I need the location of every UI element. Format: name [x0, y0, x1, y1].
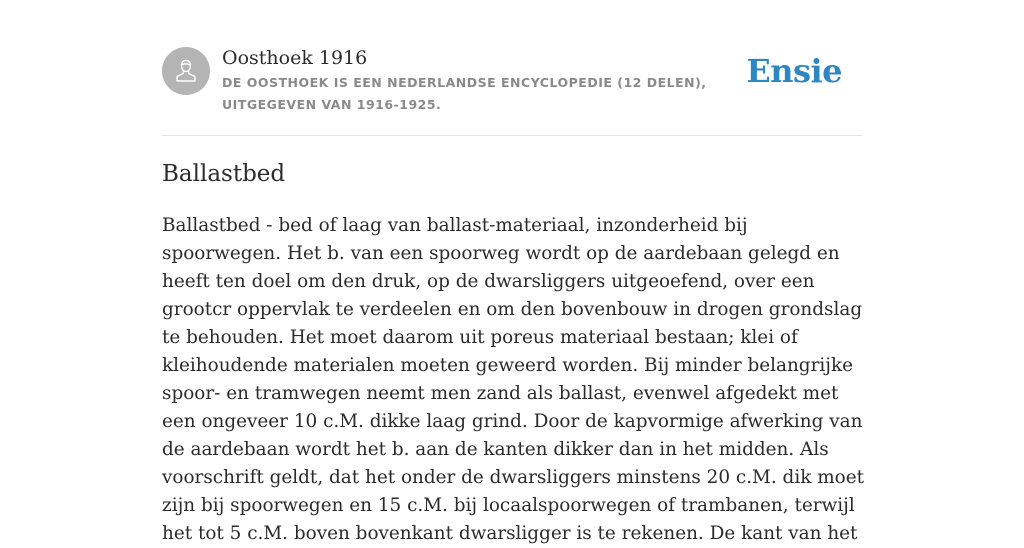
- source-header: [162, 44, 862, 118]
- entry-title: Ballastbed: [162, 161, 286, 187]
- entry-body: Ballastbed - bed of laag van ballast-materiaal, inzonderheid bij spoorwegen. Het b. van een spoorweg wordt op de aardebaan gelegd en heeft ten doel om den druk, op de dwarsliggers uitgeoefend, over een grootcr oppervlak te verdeelen en om den bovenbouw in drogen grondslag te behouden. Het moet daarom uit poreus materiaal bestaan; klei of kleihoudende materialen moeten geweerd worden. Bij minder belangrijke spoor- en tramwegen neemt men zand als ballast, evenwel afgedekt met een ongeveer 10 c.M. dikke laag grind. Door de kapvormige afwerking van de aardebaan wordt het b. aan de kanten dikker dan in het midden. Als voorschrift geldt, dat het onder de dwarsliggers minstens 20 c.M. dik moet zijn bij spoorwegen en 15 c.M. bij locaalspoorwegen of trambanen, terwijl het tot 5 c.M. boven bovenkant dwarsligger is te rekenen. De kant van het: [162, 215, 864, 544]
- user-silhouette-icon: [171, 56, 201, 86]
- header-divider: [162, 135, 862, 136]
- source-avatar[interactable]: [162, 47, 210, 95]
- source-description: DE OOSTHOEK IS EEN NEDERLANDSE ENCYCLOPEDIE (12 DELEN), UITGEGEVEN VAN 1916-1925.: [222, 75, 707, 112]
- source-title[interactable]: Oosthoek 1916: [222, 47, 368, 69]
- ensie-logo[interactable]: Ensie: [746, 52, 842, 90]
